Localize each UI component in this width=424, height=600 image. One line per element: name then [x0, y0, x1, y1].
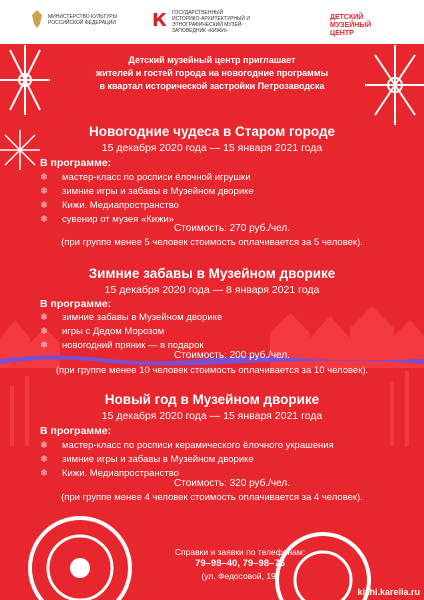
contacts-address: (ул. Федосовой, 19): [201, 571, 279, 581]
snowflake-bullet-icon: ❄: [40, 312, 48, 323]
price-note: (при группе менее 4 человек стоимость оплачивается за 4 человек).: [61, 492, 363, 503]
website-watermark: kizhi.karelia.ru: [357, 587, 420, 597]
program-item: ❄ зимние забавы в Музейном дворике: [40, 312, 223, 323]
program-label: В программе:: [40, 298, 112, 310]
museum-logo-text: ГОСУДАРСТВЕННЫЙ ИСТОРИКО-АРХИТЕКТУРНЫЙ И ЭТНОГРАФИЧЕСКИЙ МУЗЕЙ-ЗАПОВЕДНИК «КИЖИ»: [172, 10, 250, 34]
section-title: Новогодние чудеса в Старом городе: [88, 124, 336, 139]
svg-text:К: К: [152, 10, 167, 30]
contacts-phones: 79–98–40, 79–98–76: [195, 558, 285, 569]
program-item: ❄ мастер-класс по росписи ёлочной игрушки: [40, 172, 251, 183]
section-title: Новый год в Музейном дворике: [104, 392, 320, 407]
contacts-label: Справки и заявки по телефонам:: [174, 547, 306, 557]
program-item: ❄ Кижи. Медиапространство: [40, 200, 179, 211]
program-item: ❄ новогодний пряник — в подарок: [40, 340, 204, 351]
round-ornament-icon: [20, 508, 140, 600]
snowflake-bullet-icon: ❄: [40, 340, 48, 351]
ministry-emblem-icon: [30, 8, 44, 30]
program-item: ❄ мастер-класс по росписи керамического ёлочного украшения: [40, 440, 334, 451]
intro-line: в квартал исторической застройки Петрозаводска: [99, 81, 325, 91]
section-dates: 15 декабря 2020 года — 15 января 2021 года: [101, 142, 323, 154]
intro-line: жителей и гостей города на новогодние программы: [95, 68, 329, 78]
center-logo-text: ДЕТСКИЙ МУЗЕЙНЫЙ ЦЕНТР: [330, 14, 372, 37]
section-title: Зимние забавы в Музейном дворике: [88, 266, 336, 281]
snowflake-bullet-icon: ❄: [40, 186, 48, 197]
section-dates: 15 декабря 2020 года — 8 января 2021 года: [104, 284, 320, 296]
kizhi-logo-icon: [152, 8, 170, 30]
price-note: (при группе менее 10 человек стоимость оплачивается за 10 человек).: [55, 365, 369, 376]
intro-line: Детский музейный центр приглашает: [128, 55, 296, 65]
intro-text: [0, 54, 424, 93]
program-item: ❄ сувенир от музея «Кижи»: [40, 214, 175, 225]
ministry-logo-text: МИНИСТЕРСТВО КУЛЬТУРЫ РОССИЙСКОЙ ФЕДЕРАЦИИ: [48, 14, 118, 26]
program-label: В программе:: [40, 157, 112, 169]
program-label: В программе:: [40, 425, 112, 437]
price: Стоимость: 200 руб./чел.: [174, 350, 290, 361]
snowflake-bullet-icon: ❄: [40, 172, 48, 183]
price: Стоимость: 270 руб./чел.: [174, 223, 290, 234]
snowflake-bullet-icon: ❄: [40, 440, 48, 451]
program-item: ❄ зимние игры и забавы в Музейном дворике: [40, 454, 254, 465]
program-item: ❄ Кижи. Медиапространство: [40, 468, 179, 479]
snowflake-bullet-icon: ❄: [40, 214, 48, 225]
price: Стоимость: 320 руб./чел.: [174, 478, 290, 489]
snowflake-bullet-icon: ❄: [40, 200, 48, 211]
program-item: ❄ зимние игры и забавы в Музейном дворике: [40, 186, 254, 197]
section-dates: 15 декабря 2020 года — 15 января 2021 года: [101, 410, 323, 422]
snowflake-bullet-icon: ❄: [40, 454, 48, 465]
logo-bar: [0, 0, 424, 44]
contacts: [150, 546, 330, 582]
snowflake-bullet-icon: ❄: [40, 326, 48, 337]
snowflake-bullet-icon: ❄: [40, 468, 48, 479]
program-item: ❄ игры с Дедом Морозом: [40, 326, 165, 337]
price-note: (при группе менее 5 человек стоимость оплачивается за 5 человек).: [61, 237, 363, 248]
